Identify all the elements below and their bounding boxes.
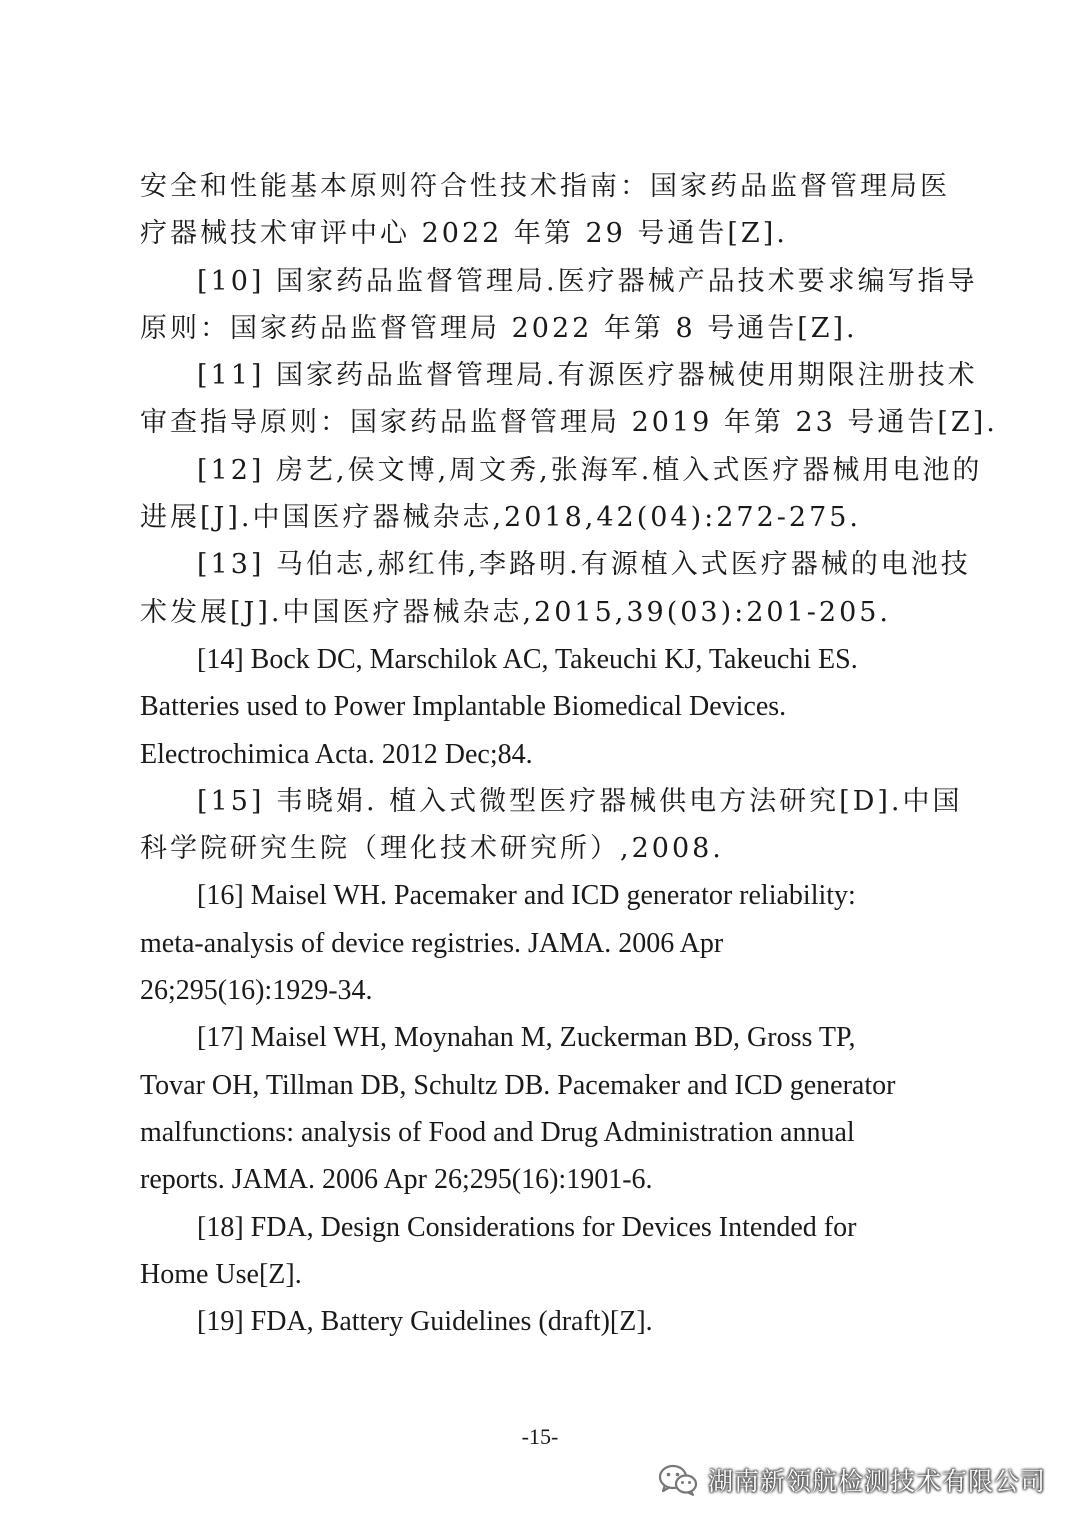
reference-line: Home Use[Z]. [140,1258,302,1290]
reference-line: reports. JAMA. 2006 Apr 26;295(16):1901-6. [140,1164,653,1196]
wechat-icon [658,1463,698,1497]
reference-line: 原则：国家药品监督管理局 2022 年第 8 号通告[Z]. [140,312,858,344]
reference-line: meta-analysis of device registries. JAMA. 2006 Apr [140,927,724,959]
reference-line: 审查指导原则：国家药品监督管理局 2019 年第 23 号通告[Z]. [140,407,998,439]
reference-line: Tovar OH, Tillman DB, Schultz DB. Pacemaker and ICD generator [140,1069,896,1101]
reference-line: [11] 国家药品监督管理局.有源医疗器械使用期限注册技术 [197,360,978,392]
reference-line: [15] 韦晓娟. 植入式微型医疗器械供电方法研究[D].中国 [197,785,963,817]
reference-line: Electrochimica Acta. 2012 Dec;84. [140,738,533,770]
reference-line: [16] Maisel WH. Pacemaker and ICD generator reliability: [197,880,856,912]
reference-line: [10] 国家药品监督管理局.医疗器械产品技术要求编写指导 [197,265,978,297]
reference-line: 进展[J].中国医疗器械杂志,2018,42(04):272-275. [140,502,862,534]
reference-line: Batteries used to Power Implantable Biomedical Devices. [140,691,787,723]
watermark-text: 湖南新领航检测技术有限公司 [707,1467,1046,1496]
reference-line: 术发展[J].中国医疗器械杂志,2015,39(03):201-205. [140,596,892,628]
page-number: -15- [521,1424,559,1449]
reference-line: [14] Bock DC, Marschilok AC, Takeuchi KJ, Takeuchi ES. [197,643,858,675]
reference-line: [13] 马伯志,郝红伟,李路明.有源植入式医疗器械的电池技 [197,549,971,581]
reference-line: malfunctions: analysis of Food and Drug Administration annual [140,1116,855,1148]
reference-line: [17] Maisel WH, Moynahan M, Zuckerman BD, Gross TP, [197,1022,856,1054]
reference-list [140,163,998,1345]
reference-line: [19] FDA, Battery Guidelines (draft)[Z]. [197,1306,653,1338]
reference-line: 科学院研究生院（理化技术研究所）,2008. [140,833,724,865]
reference-line: 疗器械技术审评中心 2022 年第 29 号通告[Z]. [140,218,788,250]
reference-line: 安全和性能基本原则符合性技术指南：国家药品监督管理局医 [140,171,950,202]
reference-line: 26;295(16):1929-34. [140,975,373,1007]
reference-line: [12] 房艺,侯文博,周文秀,张海军.植入式医疗器械用电池的 [197,454,983,486]
watermark [658,1458,1046,1502]
reference-line: [18] FDA, Design Considerations for Devices Intended for [197,1211,857,1243]
